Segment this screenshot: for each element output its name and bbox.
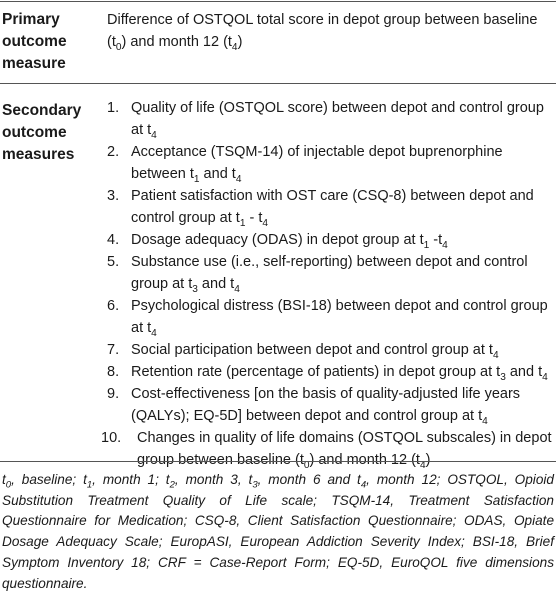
list-item-text	[131, 298, 548, 339]
text-run: , month 12; OSTQOL, Opioid Substitution Treatment Quality of Life scale; TSQM-14, Treatment Satisfaction Questionnaire for Medication; CSQ-8, Client Satisfaction Questionnaire; ODAS, Opiate Dosage Adequacy Scale; EuropASI, European Addiction Severity Index; BSI-18, Brief Symptom Inventory 18; CRF = Case-Report Form; EQ-5D, EuroQOL five dimensions questionnaire.	[2, 472, 554, 591]
subscript: 1	[423, 239, 430, 251]
list-item	[101, 427, 555, 471]
text-run: and t	[505, 364, 543, 380]
table-footnote	[2, 470, 554, 594]
list-item-number: 10.	[101, 430, 122, 446]
subscript: 4	[151, 129, 157, 141]
text-run: Substance use (i.e., self-reporting) between depot and control group at t	[131, 254, 528, 292]
subscript: 4	[151, 327, 157, 339]
text-run: t	[2, 472, 6, 487]
subscript: 0	[303, 459, 310, 471]
text-run: Social participation between depot and control group at t	[131, 342, 493, 358]
text-run: and t	[199, 166, 236, 182]
text-run: Retention rate (percentage of patients) in depot group at t	[131, 364, 501, 380]
subscript: 2	[169, 479, 175, 491]
subscript: 4	[360, 479, 367, 491]
list-item-number: 5.	[107, 254, 120, 270]
secondary-measures-list	[101, 97, 555, 471]
list-item	[107, 97, 555, 141]
list-item-text	[131, 342, 499, 361]
list-item-text	[131, 254, 528, 295]
list-item-number: 6.	[107, 298, 120, 314]
primary-sub-a: 0	[115, 41, 122, 53]
text-run: Dosage adequacy (ODAS) in depot group at t	[131, 232, 424, 248]
list-item	[107, 141, 555, 185]
text-run: Patient satisfaction with OST care (CSQ-8) between depot and control group at t	[131, 188, 534, 226]
text-run: Quality of life (OSTQOL score) between depot and control group at t	[131, 100, 544, 138]
text-run: )	[425, 452, 431, 468]
list-item	[107, 295, 555, 339]
list-item	[107, 339, 555, 361]
list-item-number: 1.	[107, 100, 120, 116]
text-run: Cost-effectiveness [on the basis of quality-adjusted life years (QALYs); EQ-5D] between depot and control group at t	[131, 386, 521, 424]
text-run: , month 6 and t	[257, 472, 361, 487]
primary-text-b: ) and month 12 (t	[121, 34, 232, 50]
text-run: -t	[429, 232, 443, 248]
subscript: 4	[235, 173, 242, 185]
subscript: 3	[252, 479, 258, 491]
subscript: 4	[419, 459, 426, 471]
list-item	[107, 361, 555, 383]
list-item-number: 3.	[107, 188, 120, 204]
subscript: 3	[500, 371, 506, 383]
list-item-text	[131, 386, 521, 427]
list-item-text	[137, 430, 552, 471]
text-run: , month 1; t	[92, 472, 170, 487]
text-run: Changes in quality of life domains (OSTQOL subscales) in depot group between baseline (t	[137, 430, 552, 468]
list-item	[107, 383, 555, 427]
subscript: 4	[442, 239, 448, 251]
text-run: , month 3, t	[174, 472, 253, 487]
text-run: and t	[197, 276, 235, 292]
subscript: 4	[262, 217, 269, 229]
primary-text-a: Difference of OSTQOL total score in depot group between baseline (t	[107, 12, 538, 50]
list-item-text	[131, 144, 503, 185]
list-item	[107, 185, 555, 229]
subscript: 4	[492, 349, 499, 361]
secondary-outcome-label: Secondary outcome measures	[2, 102, 82, 163]
text-run: - t	[245, 210, 263, 226]
list-item	[107, 229, 555, 251]
list-item-number: 4.	[107, 232, 120, 248]
subscript: 1	[239, 217, 246, 229]
list-item-text	[131, 364, 548, 383]
subscript: 3	[192, 283, 198, 295]
list-item-text	[131, 188, 534, 229]
list-item-number: 7.	[107, 342, 120, 358]
primary-outcome-label: Primary outcome measure	[2, 11, 67, 72]
primary-outcome-text	[107, 9, 555, 53]
subscript: 1	[193, 173, 200, 185]
subscript: 4	[234, 283, 240, 295]
text-run: , baseline; t	[11, 472, 87, 487]
subscript: 1	[86, 479, 93, 491]
subscript: 4	[482, 415, 488, 427]
table-divider-rule	[0, 83, 556, 84]
table-bottom-rule	[0, 461, 556, 462]
primary-sub-b: 4	[231, 41, 238, 53]
table-top-rule	[0, 1, 556, 2]
list-item-number: 2.	[107, 144, 120, 160]
subscript: 0	[5, 479, 12, 491]
list-item	[107, 251, 555, 295]
list-item-number: 9.	[107, 386, 120, 402]
list-item-text	[131, 232, 448, 251]
list-item-text	[131, 100, 544, 141]
subscript: 4	[542, 371, 548, 383]
list-item-number: 8.	[107, 364, 120, 380]
text-run: ) and month 12 (t	[309, 452, 420, 468]
text-run: Psychological distress (BSI-18) between depot and control group at t	[131, 298, 548, 336]
text-run: Acceptance (TSQM-14) of injectable depot buprenorphine between t	[131, 144, 503, 182]
primary-text-c: )	[237, 34, 243, 50]
